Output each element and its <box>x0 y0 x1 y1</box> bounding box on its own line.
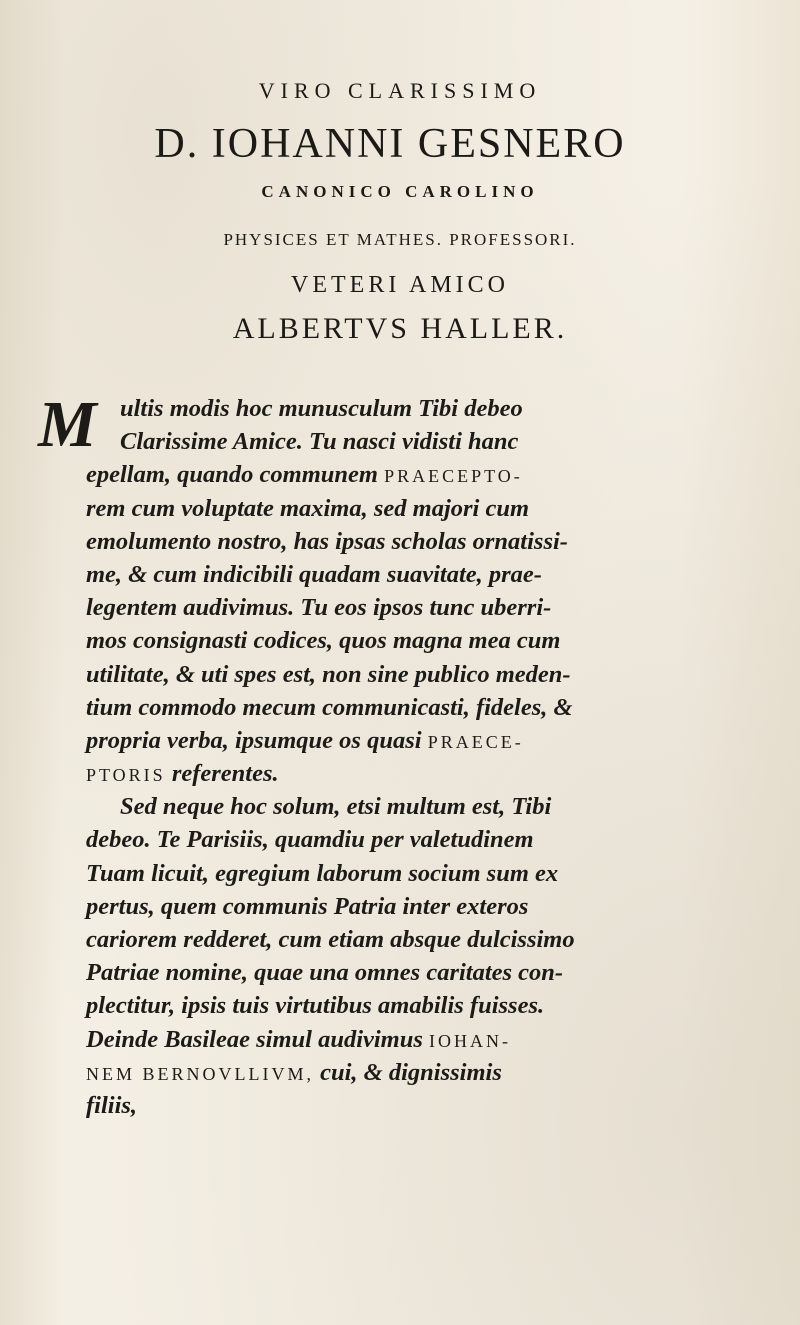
text-line: debeo. Te Parisiis, quamdiu per valetudinem <box>86 826 534 854</box>
smallcaps-word: PRAECEPTO- <box>384 466 523 487</box>
text-line: Clarissime Amice. Tu nasci vidisti hanc <box>120 428 519 456</box>
text-line: cariorem redderet, cum etiam absque dulcissimo <box>86 926 575 953</box>
text-line: mos consignasti codices, quos magna mea cum <box>86 627 561 655</box>
text-line: Tuam licuit, egregium laborum socium sum ex <box>86 859 559 887</box>
text-line <box>86 458 726 491</box>
text-fragment: epellam, quando communem <box>86 461 378 489</box>
smallcaps-word: NEM BERNOVLLIVM, <box>86 1063 314 1084</box>
text-line <box>86 757 726 790</box>
dedication-line-recipient-name: D. IOHANNI GESNERO <box>154 121 626 167</box>
smallcaps-word: IOHAN- <box>429 1030 512 1051</box>
text-line: me, & cum indicibili quadam suavitate, prae- <box>86 560 542 588</box>
text-line: rem cum voluptate maxima, sed majori cum <box>86 494 530 522</box>
text-line: emolumento nostro, has ipsas scholas ornatissi- <box>86 527 568 555</box>
drop-cap-letter: M <box>38 388 97 461</box>
letter-body <box>86 392 726 1122</box>
text-line <box>86 1023 726 1056</box>
smallcaps-word: PTORIS <box>86 765 166 786</box>
text-line: tium commodo mecum communicasti, fideles, & <box>86 693 573 721</box>
dedication-line-viro-clarissimo: VIRO CLARISSIMO <box>258 78 542 103</box>
catchword: filiis, <box>86 1091 138 1119</box>
text-fragment: propria verba, ipsumque os quasi <box>86 726 422 754</box>
text-line <box>86 724 726 757</box>
dedication-line-author-name: ALBERTVS HALLER. <box>232 312 568 345</box>
dedication-line-veteri-amico: VETERI AMICO <box>291 272 509 298</box>
text-line <box>86 1056 726 1089</box>
text-fragment: Deinde Basileae simul audivimus <box>86 1025 423 1053</box>
text-line: ultis modis hoc munusculum Tibi debeo <box>120 395 523 422</box>
text-line: pertus, quem communis Patria inter exteros <box>86 892 529 920</box>
text-fragment: referentes. <box>171 760 279 788</box>
text-line: Patriae nomine, quae una omnes caritates con- <box>86 959 564 987</box>
text-line: plectitur, ipsis tuis virtutibus amabilis fuisses. <box>86 992 545 1020</box>
smallcaps-word: PRAECE- <box>427 731 524 752</box>
text-fragment: cui, & dignissimis <box>320 1058 502 1086</box>
text-line: legentem audivimus. Tu eos ipsos tunc uberri- <box>86 594 552 622</box>
dedication-line-professori: PHYSICES ET MATHES. PROFESSORI. <box>223 230 577 249</box>
dedication-line-canonico: CANONICO CAROLINO <box>261 182 539 201</box>
text-line: utilitate, & uti spes est, non sine publico meden- <box>86 660 571 688</box>
text-line: Sed neque hoc solum, etsi multum est, Tibi <box>120 793 552 821</box>
